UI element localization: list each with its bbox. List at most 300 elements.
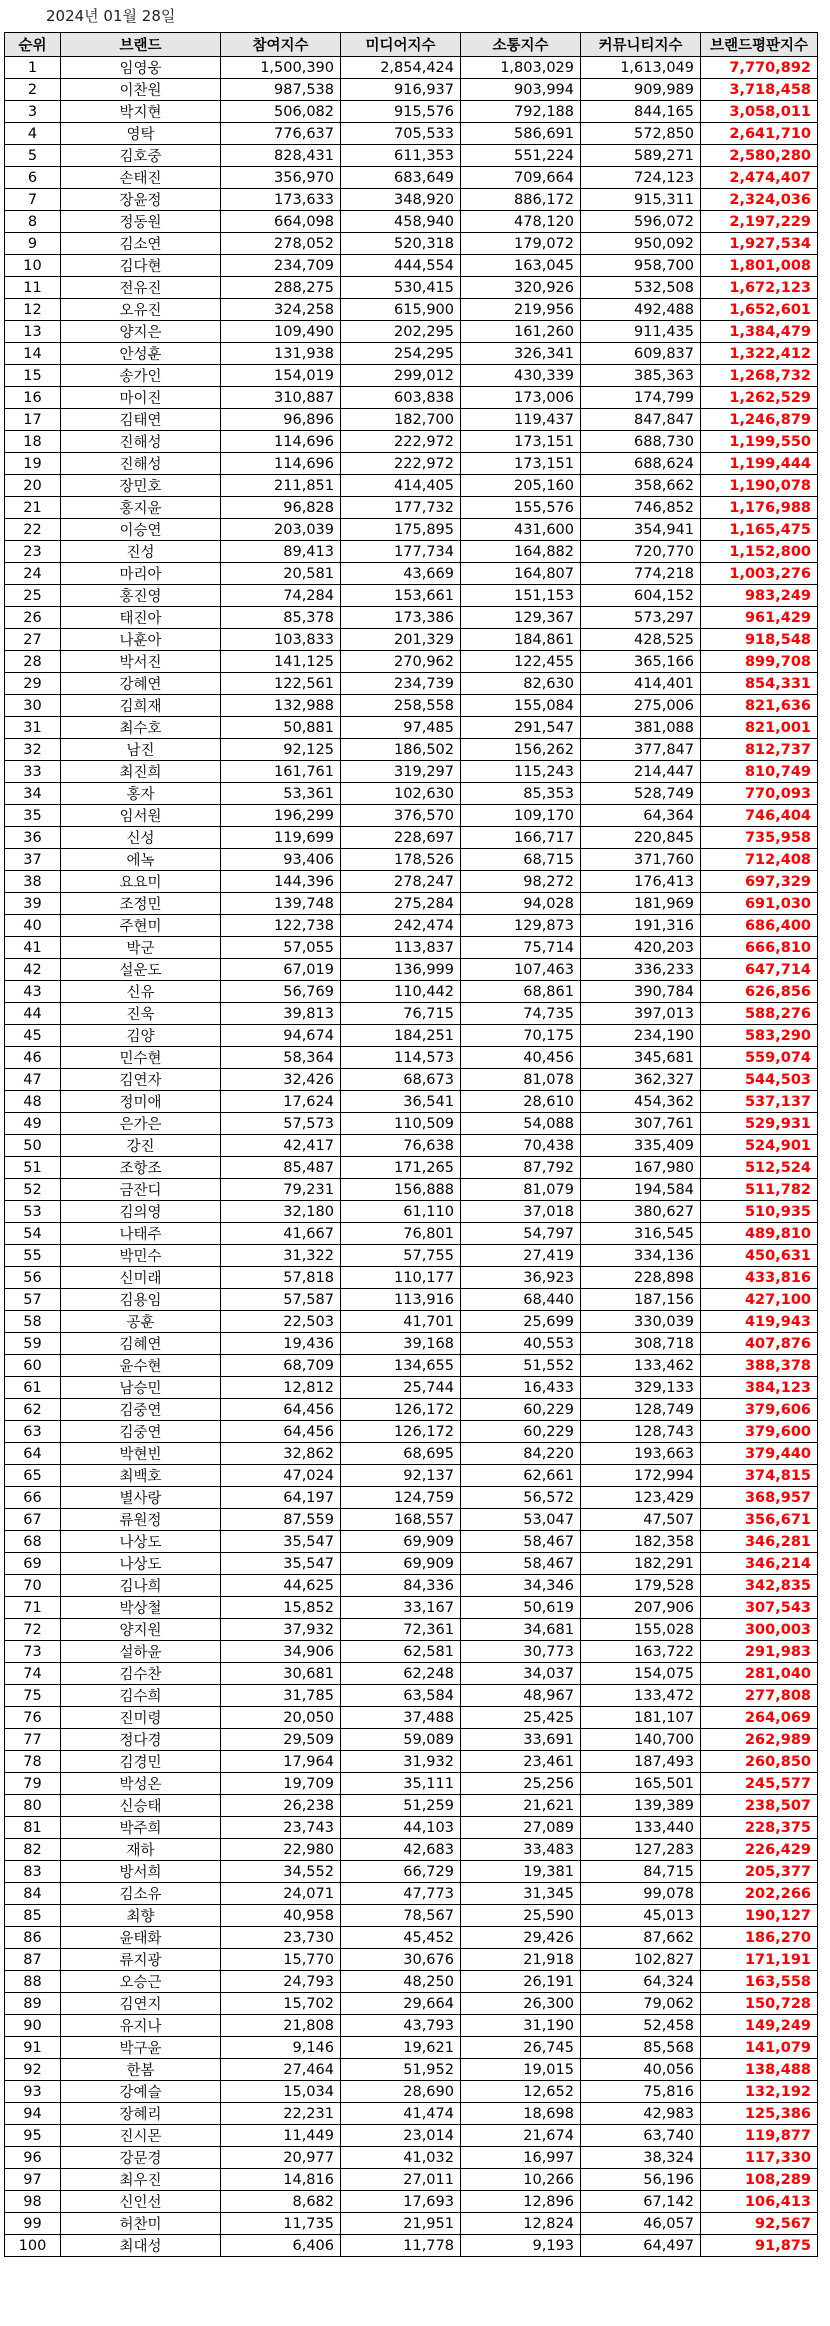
communication-cell: 68,715 bbox=[461, 849, 581, 871]
community-cell: 85,568 bbox=[581, 2037, 701, 2059]
community-cell: 214,447 bbox=[581, 761, 701, 783]
media-cell: 41,474 bbox=[341, 2103, 461, 2125]
participation-cell: 203,039 bbox=[221, 519, 341, 541]
media-cell: 234,739 bbox=[341, 673, 461, 695]
brand-cell: 조항조 bbox=[61, 1157, 221, 1179]
community-cell: 390,784 bbox=[581, 981, 701, 1003]
media-cell: 611,353 bbox=[341, 145, 461, 167]
rank-cell: 32 bbox=[5, 739, 61, 761]
reputation-index-cell: 647,714 bbox=[701, 959, 818, 981]
reputation-index-cell: 746,404 bbox=[701, 805, 818, 827]
brand-cell: 김수찬 bbox=[61, 1663, 221, 1685]
media-cell: 222,972 bbox=[341, 453, 461, 475]
communication-cell: 291,547 bbox=[461, 717, 581, 739]
table-row bbox=[5, 255, 818, 277]
media-cell: 51,259 bbox=[341, 1795, 461, 1817]
community-cell: 64,324 bbox=[581, 1971, 701, 1993]
community-cell: 179,528 bbox=[581, 1575, 701, 1597]
media-cell: 173,386 bbox=[341, 607, 461, 629]
rank-cell: 79 bbox=[5, 1773, 61, 1795]
participation-cell: 47,024 bbox=[221, 1465, 341, 1487]
rank-cell: 7 bbox=[5, 189, 61, 211]
communication-cell: 19,015 bbox=[461, 2059, 581, 2081]
brand-cell: 윤수현 bbox=[61, 1355, 221, 1377]
participation-cell: 57,573 bbox=[221, 1113, 341, 1135]
brand-cell: 주현미 bbox=[61, 915, 221, 937]
community-cell: 354,941 bbox=[581, 519, 701, 541]
table-row bbox=[5, 871, 818, 893]
reputation-index-cell: 2,324,036 bbox=[701, 189, 818, 211]
brand-cell: 별사랑 bbox=[61, 1487, 221, 1509]
brand-cell: 박민수 bbox=[61, 1245, 221, 1267]
communication-cell: 551,224 bbox=[461, 145, 581, 167]
brand-cell: 송가인 bbox=[61, 365, 221, 387]
media-cell: 319,297 bbox=[341, 761, 461, 783]
community-cell: 365,166 bbox=[581, 651, 701, 673]
reputation-index-cell: 407,876 bbox=[701, 1333, 818, 1355]
rank-cell: 100 bbox=[5, 2235, 61, 2257]
media-cell: 275,284 bbox=[341, 893, 461, 915]
brand-cell: 영탁 bbox=[61, 123, 221, 145]
communication-cell: 34,681 bbox=[461, 1619, 581, 1641]
rank-cell: 27 bbox=[5, 629, 61, 651]
media-cell: 84,336 bbox=[341, 1575, 461, 1597]
reputation-index-cell: 1,652,601 bbox=[701, 299, 818, 321]
reputation-index-cell: 245,577 bbox=[701, 1773, 818, 1795]
reputation-index-cell: 368,957 bbox=[701, 1487, 818, 1509]
communication-cell: 1,803,029 bbox=[461, 57, 581, 79]
reputation-index-cell: 379,606 bbox=[701, 1399, 818, 1421]
rank-cell: 97 bbox=[5, 2169, 61, 2191]
participation-cell: 64,456 bbox=[221, 1421, 341, 1443]
rank-cell: 83 bbox=[5, 1861, 61, 1883]
community-cell: 40,056 bbox=[581, 2059, 701, 2081]
brand-cell: 강진 bbox=[61, 1135, 221, 1157]
brand-cell: 오승근 bbox=[61, 1971, 221, 1993]
header-participation: 참여지수 bbox=[221, 33, 341, 57]
media-cell: 156,888 bbox=[341, 1179, 461, 1201]
rank-cell: 62 bbox=[5, 1399, 61, 1421]
rank-cell: 40 bbox=[5, 915, 61, 937]
reputation-index-cell: 450,631 bbox=[701, 1245, 818, 1267]
media-cell: 51,952 bbox=[341, 2059, 461, 2081]
brand-cell: 박구윤 bbox=[61, 2037, 221, 2059]
communication-cell: 586,691 bbox=[461, 123, 581, 145]
table-row bbox=[5, 1355, 818, 1377]
participation-cell: 58,364 bbox=[221, 1047, 341, 1069]
participation-cell: 74,284 bbox=[221, 585, 341, 607]
community-cell: 64,497 bbox=[581, 2235, 701, 2257]
communication-cell: 53,047 bbox=[461, 1509, 581, 1531]
communication-cell: 109,170 bbox=[461, 805, 581, 827]
communication-cell: 19,381 bbox=[461, 1861, 581, 1883]
communication-cell: 26,300 bbox=[461, 1993, 581, 2015]
rank-cell: 56 bbox=[5, 1267, 61, 1289]
rank-cell: 35 bbox=[5, 805, 61, 827]
communication-cell: 29,426 bbox=[461, 1927, 581, 1949]
communication-cell: 166,717 bbox=[461, 827, 581, 849]
table-row bbox=[5, 2147, 818, 2169]
community-cell: 140,700 bbox=[581, 1729, 701, 1751]
community-cell: 181,107 bbox=[581, 1707, 701, 1729]
media-cell: 615,900 bbox=[341, 299, 461, 321]
communication-cell: 87,792 bbox=[461, 1157, 581, 1179]
media-cell: 184,251 bbox=[341, 1025, 461, 1047]
communication-cell: 82,630 bbox=[461, 673, 581, 695]
communication-cell: 903,994 bbox=[461, 79, 581, 101]
rank-cell: 54 bbox=[5, 1223, 61, 1245]
rank-cell: 12 bbox=[5, 299, 61, 321]
media-cell: 44,103 bbox=[341, 1817, 461, 1839]
rank-cell: 90 bbox=[5, 2015, 61, 2037]
rank-cell: 61 bbox=[5, 1377, 61, 1399]
participation-cell: 20,581 bbox=[221, 563, 341, 585]
media-cell: 92,137 bbox=[341, 1465, 461, 1487]
reputation-index-cell: 260,850 bbox=[701, 1751, 818, 1773]
communication-cell: 431,600 bbox=[461, 519, 581, 541]
brand-cell: 김희재 bbox=[61, 695, 221, 717]
rank-cell: 50 bbox=[5, 1135, 61, 1157]
reputation-index-cell: 238,507 bbox=[701, 1795, 818, 1817]
reputation-index-cell: 821,636 bbox=[701, 695, 818, 717]
brand-cell: 한봄 bbox=[61, 2059, 221, 2081]
community-cell: 187,156 bbox=[581, 1289, 701, 1311]
header-reputation-index: 브랜드평판지수 bbox=[701, 33, 818, 57]
table-row bbox=[5, 1421, 818, 1443]
table-row bbox=[5, 145, 818, 167]
brand-cell: 정다경 bbox=[61, 1729, 221, 1751]
community-cell: 358,662 bbox=[581, 475, 701, 497]
community-cell: 958,700 bbox=[581, 255, 701, 277]
reputation-index-cell: 264,069 bbox=[701, 1707, 818, 1729]
brand-cell: 설운도 bbox=[61, 959, 221, 981]
community-cell: 133,440 bbox=[581, 1817, 701, 1839]
rank-cell: 74 bbox=[5, 1663, 61, 1685]
communication-cell: 84,220 bbox=[461, 1443, 581, 1465]
reputation-index-cell: 190,127 bbox=[701, 1905, 818, 1927]
communication-cell: 25,590 bbox=[461, 1905, 581, 1927]
community-cell: 181,969 bbox=[581, 893, 701, 915]
communication-cell: 36,923 bbox=[461, 1267, 581, 1289]
participation-cell: 39,813 bbox=[221, 1003, 341, 1025]
table-row bbox=[5, 1443, 818, 1465]
media-cell: 258,558 bbox=[341, 695, 461, 717]
media-cell: 76,638 bbox=[341, 1135, 461, 1157]
participation-cell: 67,019 bbox=[221, 959, 341, 981]
media-cell: 530,415 bbox=[341, 277, 461, 299]
reputation-index-cell: 7,770,892 bbox=[701, 57, 818, 79]
reputation-index-cell: 171,191 bbox=[701, 1949, 818, 1971]
communication-cell: 48,967 bbox=[461, 1685, 581, 1707]
reputation-index-cell: 529,931 bbox=[701, 1113, 818, 1135]
participation-cell: 324,258 bbox=[221, 299, 341, 321]
brand-cell: 김양 bbox=[61, 1025, 221, 1047]
brand-cell: 방서희 bbox=[61, 1861, 221, 1883]
brand-cell: 양지원 bbox=[61, 1619, 221, 1641]
community-cell: 307,761 bbox=[581, 1113, 701, 1135]
community-cell: 194,584 bbox=[581, 1179, 701, 1201]
participation-cell: 29,509 bbox=[221, 1729, 341, 1751]
rank-cell: 67 bbox=[5, 1509, 61, 1531]
reputation-index-cell: 735,958 bbox=[701, 827, 818, 849]
reputation-index-cell: 379,440 bbox=[701, 1443, 818, 1465]
rank-cell: 44 bbox=[5, 1003, 61, 1025]
table-row bbox=[5, 1245, 818, 1267]
communication-cell: 10,266 bbox=[461, 2169, 581, 2191]
media-cell: 683,649 bbox=[341, 167, 461, 189]
brand-cell: 홍진영 bbox=[61, 585, 221, 607]
table-row bbox=[5, 1817, 818, 1839]
communication-cell: 60,229 bbox=[461, 1421, 581, 1443]
participation-cell: 57,055 bbox=[221, 937, 341, 959]
participation-cell: 87,559 bbox=[221, 1509, 341, 1531]
participation-cell: 89,413 bbox=[221, 541, 341, 563]
table-row bbox=[5, 541, 818, 563]
table-row bbox=[5, 1905, 818, 1927]
participation-cell: 17,624 bbox=[221, 1091, 341, 1113]
communication-cell: 54,797 bbox=[461, 1223, 581, 1245]
table-row bbox=[5, 2213, 818, 2235]
community-cell: 176,413 bbox=[581, 871, 701, 893]
rank-cell: 25 bbox=[5, 585, 61, 607]
reputation-index-cell: 770,093 bbox=[701, 783, 818, 805]
participation-cell: 17,964 bbox=[221, 1751, 341, 1773]
table-row bbox=[5, 233, 818, 255]
reputation-index-cell: 3,058,011 bbox=[701, 101, 818, 123]
reputation-index-cell: 1,262,529 bbox=[701, 387, 818, 409]
communication-cell: 205,160 bbox=[461, 475, 581, 497]
rank-cell: 68 bbox=[5, 1531, 61, 1553]
rank-cell: 48 bbox=[5, 1091, 61, 1113]
reputation-index-cell: 511,782 bbox=[701, 1179, 818, 1201]
reputation-index-cell: 346,281 bbox=[701, 1531, 818, 1553]
brand-cell: 최향 bbox=[61, 1905, 221, 1927]
participation-cell: 53,361 bbox=[221, 783, 341, 805]
community-cell: 133,462 bbox=[581, 1355, 701, 1377]
brand-cell: 김용임 bbox=[61, 1289, 221, 1311]
brand-cell: 재하 bbox=[61, 1839, 221, 1861]
community-cell: 492,488 bbox=[581, 299, 701, 321]
table-row bbox=[5, 563, 818, 585]
header-communication: 소통지수 bbox=[461, 33, 581, 57]
communication-cell: 21,621 bbox=[461, 1795, 581, 1817]
media-cell: 47,773 bbox=[341, 1883, 461, 1905]
participation-cell: 26,238 bbox=[221, 1795, 341, 1817]
rank-cell: 51 bbox=[5, 1157, 61, 1179]
media-cell: 270,962 bbox=[341, 651, 461, 673]
communication-cell: 320,926 bbox=[461, 277, 581, 299]
media-cell: 28,690 bbox=[341, 2081, 461, 2103]
table-row bbox=[5, 1597, 818, 1619]
table-row bbox=[5, 431, 818, 453]
community-cell: 139,389 bbox=[581, 1795, 701, 1817]
table-row bbox=[5, 1685, 818, 1707]
table-row bbox=[5, 1025, 818, 1047]
reputation-index-cell: 163,558 bbox=[701, 1971, 818, 1993]
community-cell: 345,681 bbox=[581, 1047, 701, 1069]
reputation-index-cell: 277,808 bbox=[701, 1685, 818, 1707]
participation-cell: 40,958 bbox=[221, 1905, 341, 1927]
brand-cell: 김중연 bbox=[61, 1399, 221, 1421]
community-cell: 167,980 bbox=[581, 1157, 701, 1179]
rank-cell: 6 bbox=[5, 167, 61, 189]
participation-cell: 57,587 bbox=[221, 1289, 341, 1311]
reputation-index-cell: 1,165,475 bbox=[701, 519, 818, 541]
community-cell: 165,501 bbox=[581, 1773, 701, 1795]
reputation-index-cell: 2,580,280 bbox=[701, 145, 818, 167]
brand-cell: 장민호 bbox=[61, 475, 221, 497]
reputation-index-cell: 379,600 bbox=[701, 1421, 818, 1443]
table-row bbox=[5, 1553, 818, 1575]
community-cell: 182,291 bbox=[581, 1553, 701, 1575]
reputation-index-cell: 119,877 bbox=[701, 2125, 818, 2147]
participation-cell: 34,906 bbox=[221, 1641, 341, 1663]
rank-cell: 65 bbox=[5, 1465, 61, 1487]
reputation-index-cell: 588,276 bbox=[701, 1003, 818, 1025]
participation-cell: 211,851 bbox=[221, 475, 341, 497]
table-row bbox=[5, 1377, 818, 1399]
participation-cell: 30,681 bbox=[221, 1663, 341, 1685]
community-cell: 172,994 bbox=[581, 1465, 701, 1487]
table-row bbox=[5, 1223, 818, 1245]
community-cell: 774,218 bbox=[581, 563, 701, 585]
rank-cell: 53 bbox=[5, 1201, 61, 1223]
communication-cell: 12,896 bbox=[461, 2191, 581, 2213]
table-row bbox=[5, 1091, 818, 1113]
rank-cell: 52 bbox=[5, 1179, 61, 1201]
media-cell: 48,250 bbox=[341, 1971, 461, 1993]
brand-cell: 마리아 bbox=[61, 563, 221, 585]
communication-cell: 21,674 bbox=[461, 2125, 581, 2147]
brand-cell: 이찬원 bbox=[61, 79, 221, 101]
brand-cell: 김중연 bbox=[61, 1421, 221, 1443]
communication-cell: 27,419 bbox=[461, 1245, 581, 1267]
rank-cell: 15 bbox=[5, 365, 61, 387]
rank-cell: 75 bbox=[5, 1685, 61, 1707]
media-cell: 45,452 bbox=[341, 1927, 461, 1949]
brand-cell: 최진희 bbox=[61, 761, 221, 783]
participation-cell: 64,456 bbox=[221, 1399, 341, 1421]
table-row bbox=[5, 739, 818, 761]
rank-cell: 87 bbox=[5, 1949, 61, 1971]
brand-cell: 민수현 bbox=[61, 1047, 221, 1069]
table-row bbox=[5, 1113, 818, 1135]
media-cell: 458,940 bbox=[341, 211, 461, 233]
media-cell: 376,570 bbox=[341, 805, 461, 827]
participation-cell: 987,538 bbox=[221, 79, 341, 101]
table-row bbox=[5, 1509, 818, 1531]
brand-cell: 전유진 bbox=[61, 277, 221, 299]
community-cell: 596,072 bbox=[581, 211, 701, 233]
brand-cell: 김혜연 bbox=[61, 1333, 221, 1355]
media-cell: 43,669 bbox=[341, 563, 461, 585]
media-cell: 11,778 bbox=[341, 2235, 461, 2257]
brand-cell: 김태연 bbox=[61, 409, 221, 431]
media-cell: 126,172 bbox=[341, 1399, 461, 1421]
table-row bbox=[5, 365, 818, 387]
reputation-index-cell: 524,901 bbox=[701, 1135, 818, 1157]
rank-cell: 11 bbox=[5, 277, 61, 299]
participation-cell: 31,785 bbox=[221, 1685, 341, 1707]
brand-cell: 태진아 bbox=[61, 607, 221, 629]
rank-cell: 59 bbox=[5, 1333, 61, 1355]
media-cell: 37,488 bbox=[341, 1707, 461, 1729]
community-cell: 42,983 bbox=[581, 2103, 701, 2125]
communication-cell: 179,072 bbox=[461, 233, 581, 255]
communication-cell: 173,006 bbox=[461, 387, 581, 409]
community-cell: 75,816 bbox=[581, 2081, 701, 2103]
reputation-index-cell: 1,003,276 bbox=[701, 563, 818, 585]
communication-cell: 31,345 bbox=[461, 1883, 581, 1905]
community-cell: 572,850 bbox=[581, 123, 701, 145]
communication-cell: 164,807 bbox=[461, 563, 581, 585]
community-cell: 377,847 bbox=[581, 739, 701, 761]
community-cell: 604,152 bbox=[581, 585, 701, 607]
table-row bbox=[5, 1993, 818, 2015]
community-cell: 87,662 bbox=[581, 1927, 701, 1949]
community-cell: 1,613,049 bbox=[581, 57, 701, 79]
communication-cell: 107,463 bbox=[461, 959, 581, 981]
communication-cell: 163,045 bbox=[461, 255, 581, 277]
participation-cell: 9,146 bbox=[221, 2037, 341, 2059]
rank-cell: 18 bbox=[5, 431, 61, 453]
brand-cell: 신미래 bbox=[61, 1267, 221, 1289]
brand-cell: 진해성 bbox=[61, 431, 221, 453]
communication-cell: 129,367 bbox=[461, 607, 581, 629]
header-brand: 브랜드 bbox=[61, 33, 221, 57]
communication-cell: 68,861 bbox=[461, 981, 581, 1003]
reputation-index-cell: 559,074 bbox=[701, 1047, 818, 1069]
communication-cell: 58,467 bbox=[461, 1553, 581, 1575]
rank-cell: 73 bbox=[5, 1641, 61, 1663]
media-cell: 62,248 bbox=[341, 1663, 461, 1685]
media-cell: 110,177 bbox=[341, 1267, 461, 1289]
communication-cell: 164,882 bbox=[461, 541, 581, 563]
communication-cell: 70,438 bbox=[461, 1135, 581, 1157]
brand-cell: 김수희 bbox=[61, 1685, 221, 1707]
table-row bbox=[5, 2125, 818, 2147]
media-cell: 603,838 bbox=[341, 387, 461, 409]
rank-cell: 31 bbox=[5, 717, 61, 739]
communication-cell: 37,018 bbox=[461, 1201, 581, 1223]
community-cell: 47,507 bbox=[581, 1509, 701, 1531]
reputation-index-cell: 132,192 bbox=[701, 2081, 818, 2103]
media-cell: 41,032 bbox=[341, 2147, 461, 2169]
media-cell: 57,755 bbox=[341, 1245, 461, 1267]
reputation-index-cell: 91,875 bbox=[701, 2235, 818, 2257]
brand-cell: 이승연 bbox=[61, 519, 221, 541]
rank-cell: 20 bbox=[5, 475, 61, 497]
media-cell: 66,729 bbox=[341, 1861, 461, 1883]
participation-cell: 23,743 bbox=[221, 1817, 341, 1839]
communication-cell: 18,698 bbox=[461, 2103, 581, 2125]
community-cell: 182,358 bbox=[581, 1531, 701, 1553]
brand-cell: 남승민 bbox=[61, 1377, 221, 1399]
table-row bbox=[5, 2081, 818, 2103]
brand-cell: 김의영 bbox=[61, 1201, 221, 1223]
brand-cell: 류지광 bbox=[61, 1949, 221, 1971]
table-row bbox=[5, 1531, 818, 1553]
brand-cell: 홍지윤 bbox=[61, 497, 221, 519]
brand-cell: 마이진 bbox=[61, 387, 221, 409]
table-row bbox=[5, 123, 818, 145]
participation-cell: 131,938 bbox=[221, 343, 341, 365]
brand-cell: 나태주 bbox=[61, 1223, 221, 1245]
brand-cell: 진시몬 bbox=[61, 2125, 221, 2147]
media-cell: 186,502 bbox=[341, 739, 461, 761]
reputation-index-cell: 374,815 bbox=[701, 1465, 818, 1487]
participation-cell: 20,977 bbox=[221, 2147, 341, 2169]
